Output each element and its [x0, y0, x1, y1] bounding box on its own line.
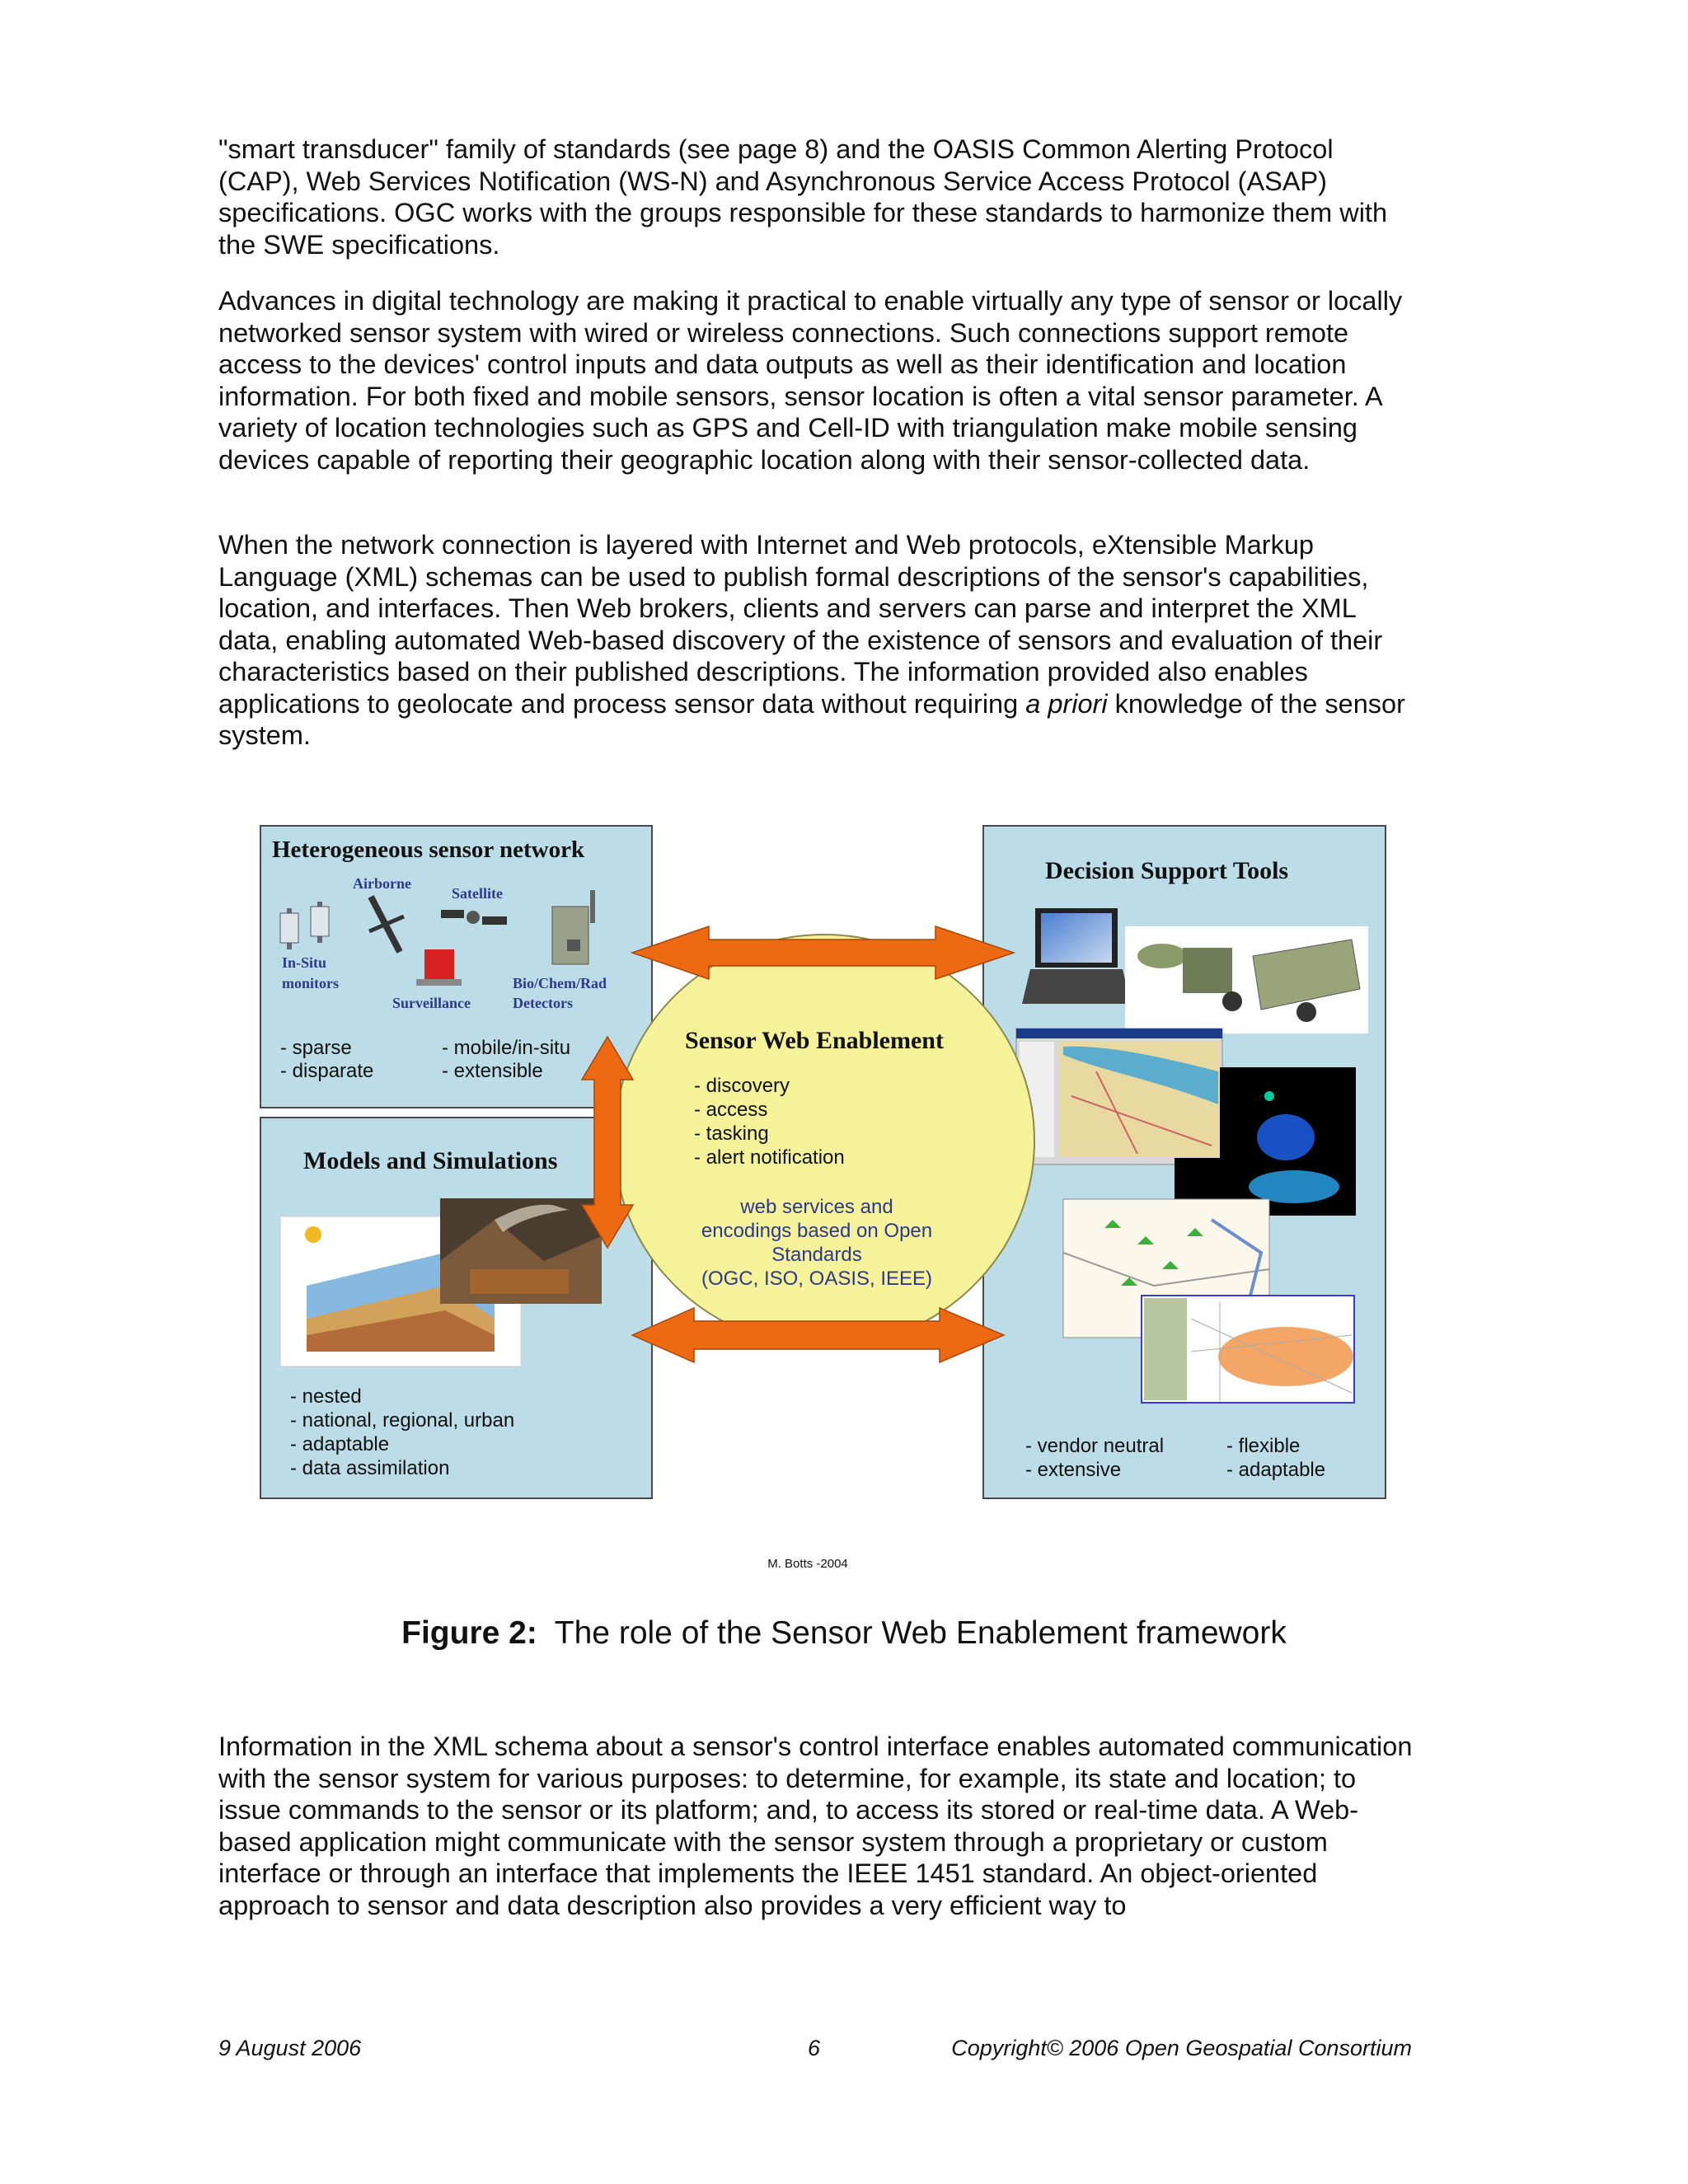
airborne-label: Airborne — [353, 875, 411, 892]
paragraph-3-tail: knowledge of the sensor system. — [218, 688, 1405, 750]
volcano-photo — [440, 1198, 602, 1304]
network-prop-left-1: - disparate — [280, 1060, 374, 1082]
dst-prop-right-1: - adaptable — [1226, 1459, 1326, 1481]
swe-note-2: Standards — [771, 1244, 862, 1266]
figure-caption — [0, 1615, 1688, 1652]
footer-date: 9 August 2006 — [218, 2036, 362, 2060]
figure-credit: M. Botts -2004 — [767, 1557, 848, 1571]
swe-item-2: - tasking — [694, 1122, 769, 1145]
decision-support-title: Decision Support Tools — [1045, 857, 1289, 884]
swe-title: Sensor Web Enablement — [685, 1027, 944, 1054]
models-prop-3: - data assimilation — [290, 1457, 450, 1479]
swe-note-3: (OGC, ISO, OASIS, IEEE) — [701, 1268, 933, 1290]
network-prop-right-1: - extensible — [442, 1060, 543, 1082]
swe-item-3: - alert notification — [694, 1146, 845, 1169]
swe-note-0: web services and — [740, 1196, 893, 1218]
gis-map-screenshot — [1016, 1029, 1222, 1165]
field-vehicle-photo — [1125, 926, 1368, 1033]
swe-item-1: - access — [694, 1099, 768, 1121]
paragraph-1: "smart transducer" family of standards (see page 8) and the OASIS Common Alerting Protocol (CAP), Web Services Notification (WS-N) and Asynchronous Service Access Protocol (ASAP) specifications. OGC works with the groups responsible for these standards to harmonize them with the SWE specifications. — [218, 134, 1388, 260]
biochem-label: Bio/Chem/Rad — [513, 975, 607, 991]
models-prop-1: - national, regional, urban — [290, 1409, 515, 1432]
swe-item-0: - discovery — [694, 1075, 790, 1097]
network-prop-left-0: - sparse — [280, 1037, 352, 1059]
paragraph-3-text: When the network connection is layered with Internet and Web protocols, eXtensible Markup Language (XML) schemas can be used to publish formal descriptions of the sensor's capabilities, location, and interfaces. Then Web brokers, clients and servers can parse and interpret the XML data, enabling automated Web-based discovery of the existence of sensors and evaluation of their characteristics based on their published descriptions. The information provided also enables applications to geolocate and process sensor data without requiring — [218, 530, 1383, 719]
paragraph-3-italic: a priori — [1025, 688, 1108, 719]
swe-note-1: encodings based on Open — [701, 1220, 933, 1242]
models-title: Models and Simulations — [303, 1147, 558, 1174]
surveillance-label: Surveillance — [392, 995, 471, 1011]
plume-map-screenshot — [1142, 1296, 1354, 1403]
models-prop-2: - adaptable — [290, 1433, 390, 1455]
insitu-label: In-Situ — [282, 954, 327, 971]
footer-page-number: 6 — [808, 2036, 821, 2060]
sensor-network-title: Heterogeneous sensor network — [272, 837, 585, 863]
paragraph-4: Information in the XML schema about a sensor's control interface enables automated communication with the sensor system for various purposes: to determine, for example, its state and location; to issue commands to the sensor or its platform; and, to access its stored or real-time data. A Web-based application might communicate with the sensor system through a proprietary or custom interface or through an interface that implements the IEEE 1451 standard. An object-oriented approach to sensor and data description also provides a very efficient way to — [218, 1732, 1413, 1920]
paragraph-2: Advances in digital technology are making it practical to enable virtually any type of sensor or locally networked sensor system with wired or wireless connections. Such connections support remote access to the devices' control inputs and data outputs as well as their identification and location information. For both fixed and mobile sensors, sensor location is often a vital sensor parameter. A variety of location technologies such as GPS and Cell-ID with triangulation make mobile sensing devices capable of reporting their geographic location along with their sensor-collected data. — [218, 286, 1403, 475]
models-prop-0: - nested — [290, 1385, 362, 1408]
figure-caption-label: Figure 2: — [401, 1615, 537, 1651]
monitors-label: monitors — [282, 975, 339, 991]
satellite-label: Satellite — [452, 885, 503, 902]
dst-prop-left-0: - vendor neutral — [1025, 1435, 1165, 1457]
laptop-icon — [1022, 908, 1131, 1004]
network-prop-right-0: - mobile/in-situ — [442, 1037, 571, 1059]
detectors-label: Detectors — [513, 995, 573, 1011]
dst-prop-right-0: - flexible — [1226, 1435, 1301, 1457]
dst-prop-left-1: - extensive — [1025, 1459, 1122, 1481]
footer-copyright: Copyright© 2006 Open Geospatial Consortium — [951, 2036, 1412, 2060]
figure-caption-text: The role of the Sensor Web Enablement framework — [537, 1615, 1287, 1651]
